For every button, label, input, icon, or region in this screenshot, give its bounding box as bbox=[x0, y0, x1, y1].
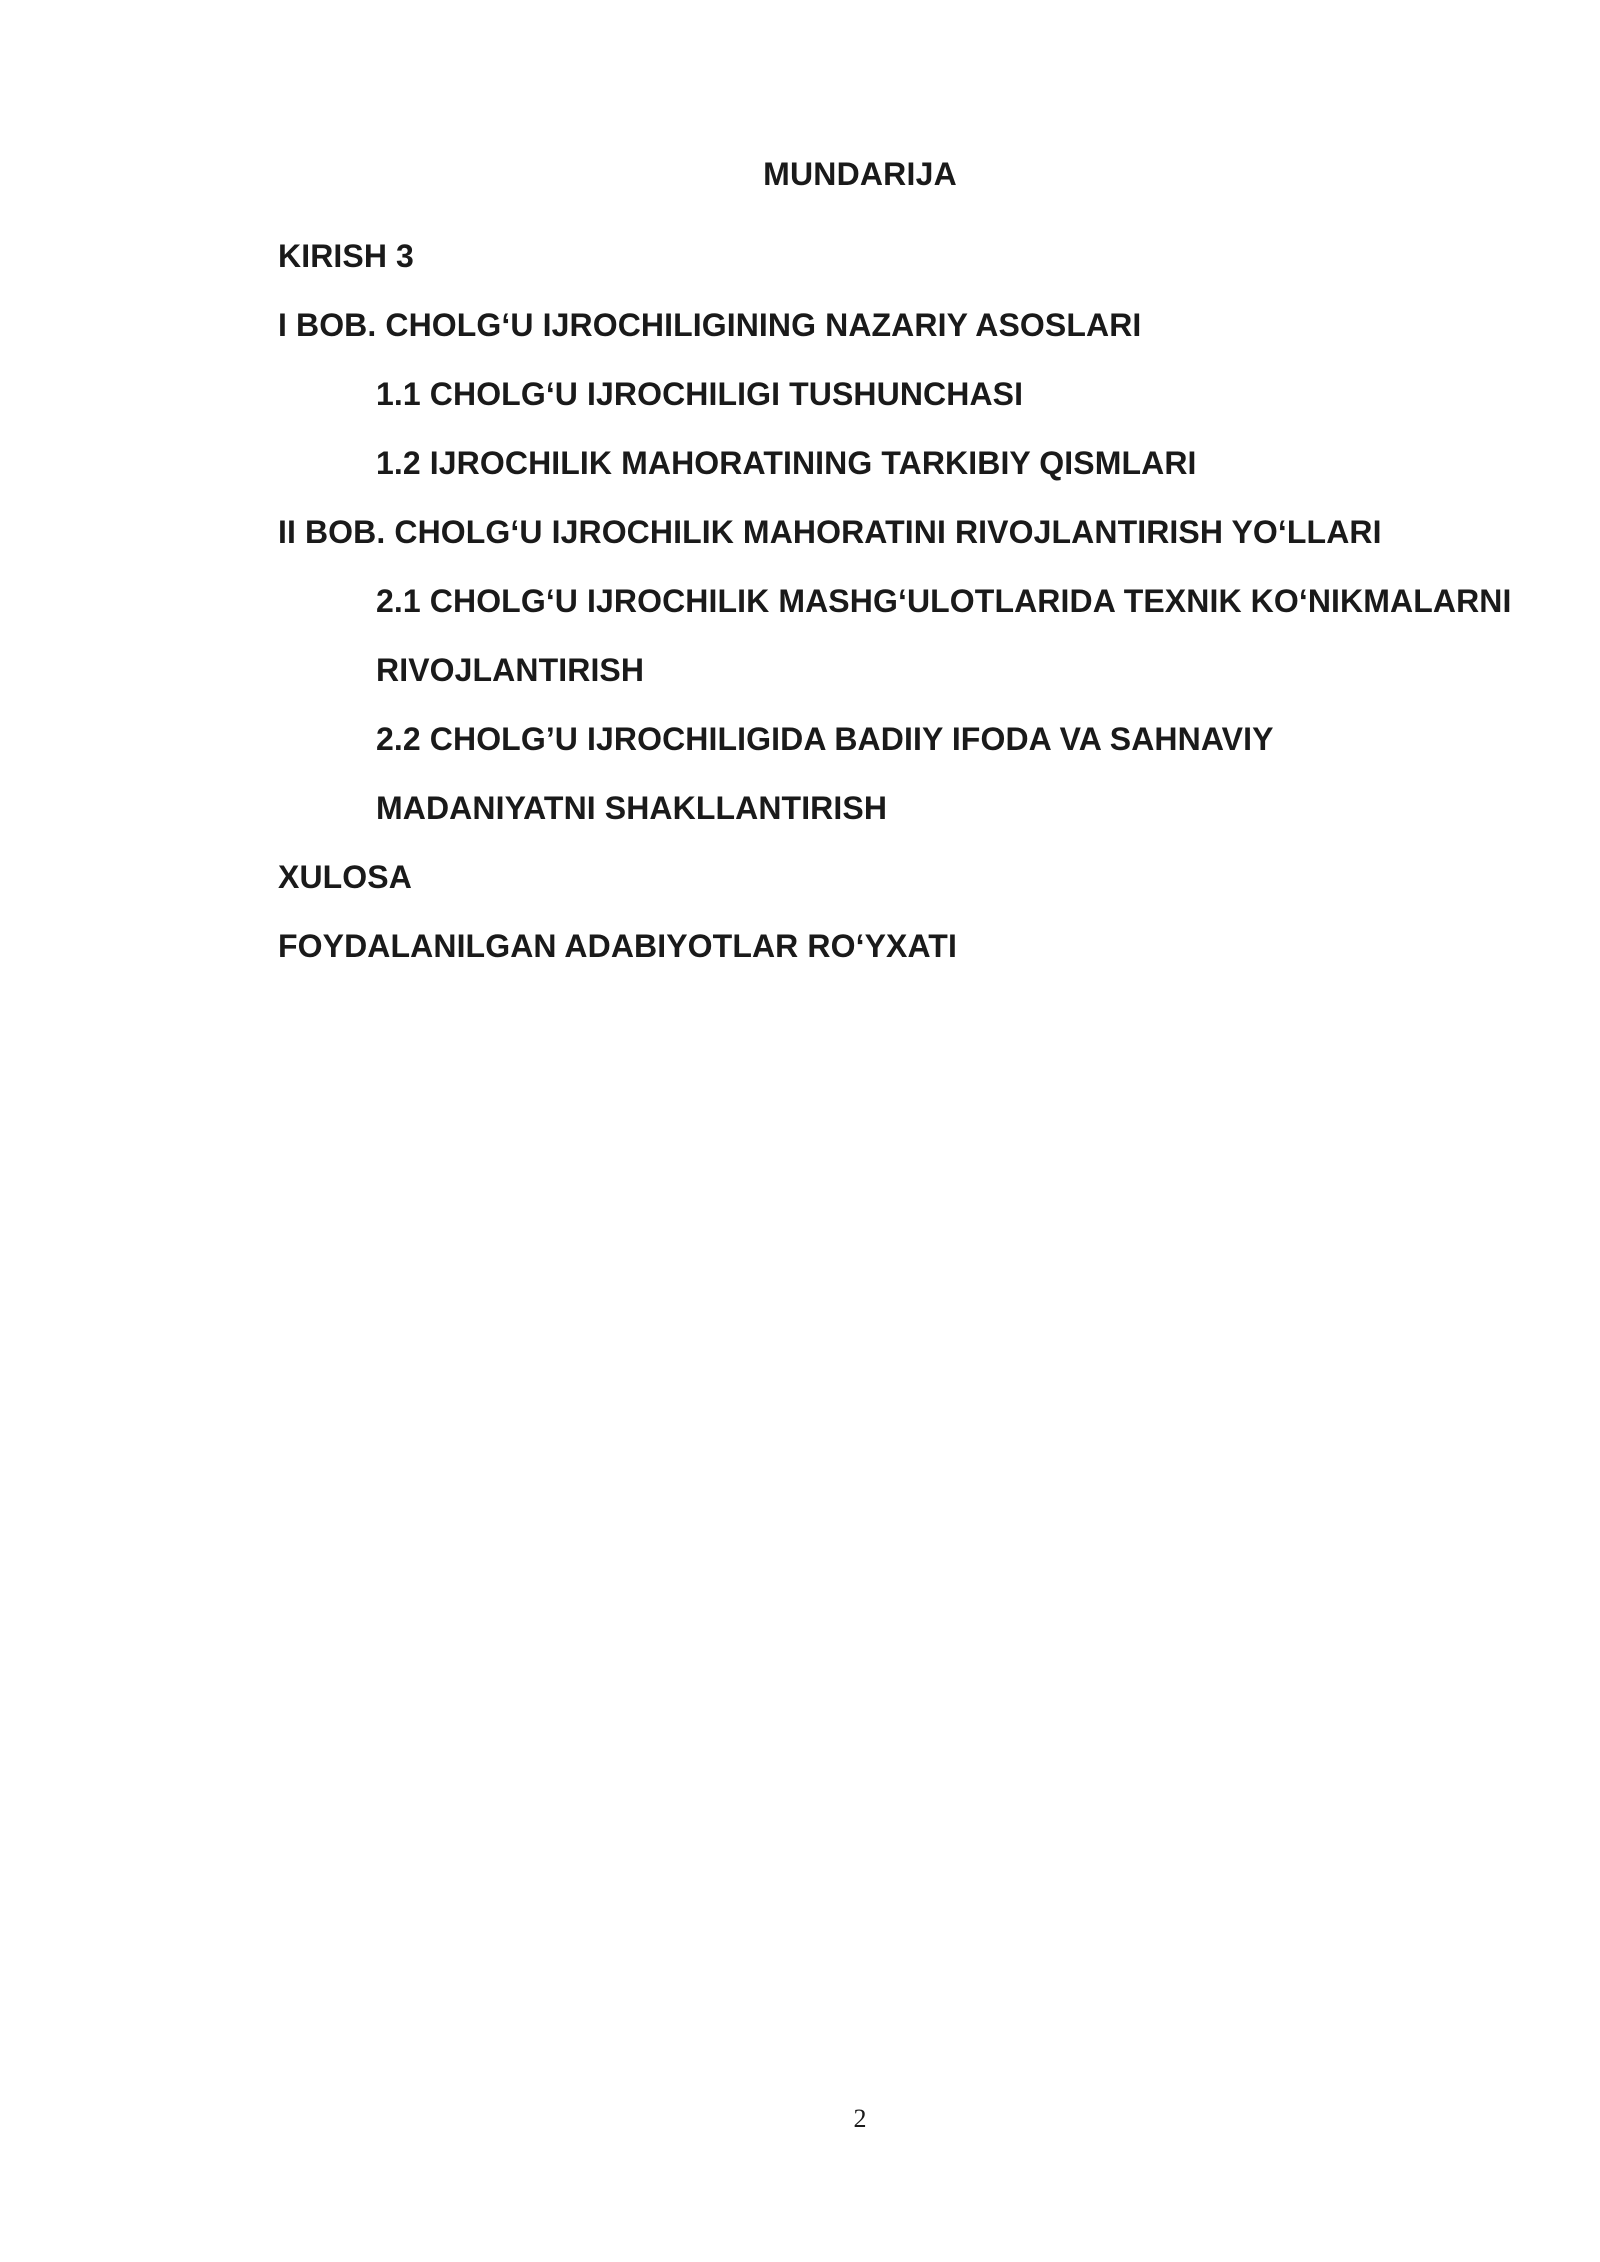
toc-entry-section-2-1: 2.1 CHOLG‘U IJROCHILIK MASHG‘ULOTLARIDA TEXNIK KO‘NIKMALARNI bbox=[376, 583, 1512, 619]
toc-entry-section-1-2: 1.2 IJROCHILIK MAHORATINING TARKIBIY QISMLARI bbox=[376, 445, 1197, 481]
page-title: MUNDARIJA bbox=[763, 156, 957, 192]
toc-entry-chapter-1: I BOB. CHOLG‘U IJROCHILIGINING NAZARIY ASOSLARI bbox=[278, 307, 1142, 343]
page-number: 2 bbox=[853, 2104, 867, 2133]
toc-entry-references: FOYDALANILGAN ADABIYOTLAR RO‘YXATI bbox=[278, 928, 957, 964]
toc-entry-chapter-2: II BOB. CHOLG‘U IJROCHILIK MAHORATINI RIVOJLANTIRISH YO‘LLARI bbox=[278, 514, 1382, 550]
toc-entry-kirish: KIRISH 3 bbox=[278, 238, 414, 274]
toc-entry-xulosa: XULOSA bbox=[278, 859, 412, 895]
table-of-contents bbox=[278, 222, 1528, 981]
toc-entry-section-2-2-continued: MADANIYATNI SHAKLLANTIRISH bbox=[376, 790, 888, 826]
toc-entry-section-1-1: 1.1 CHOLG‘U IJROCHILIGI TUSHUNCHASI bbox=[376, 376, 1024, 412]
toc-entry-section-2-1-continued: RIVOJLANTIRISH bbox=[376, 652, 645, 688]
toc-entry-section-2-2: 2.2 CHOLG’U IJROCHILIGIDA BADIIY IFODA VA SAHNAVIY bbox=[376, 721, 1274, 757]
